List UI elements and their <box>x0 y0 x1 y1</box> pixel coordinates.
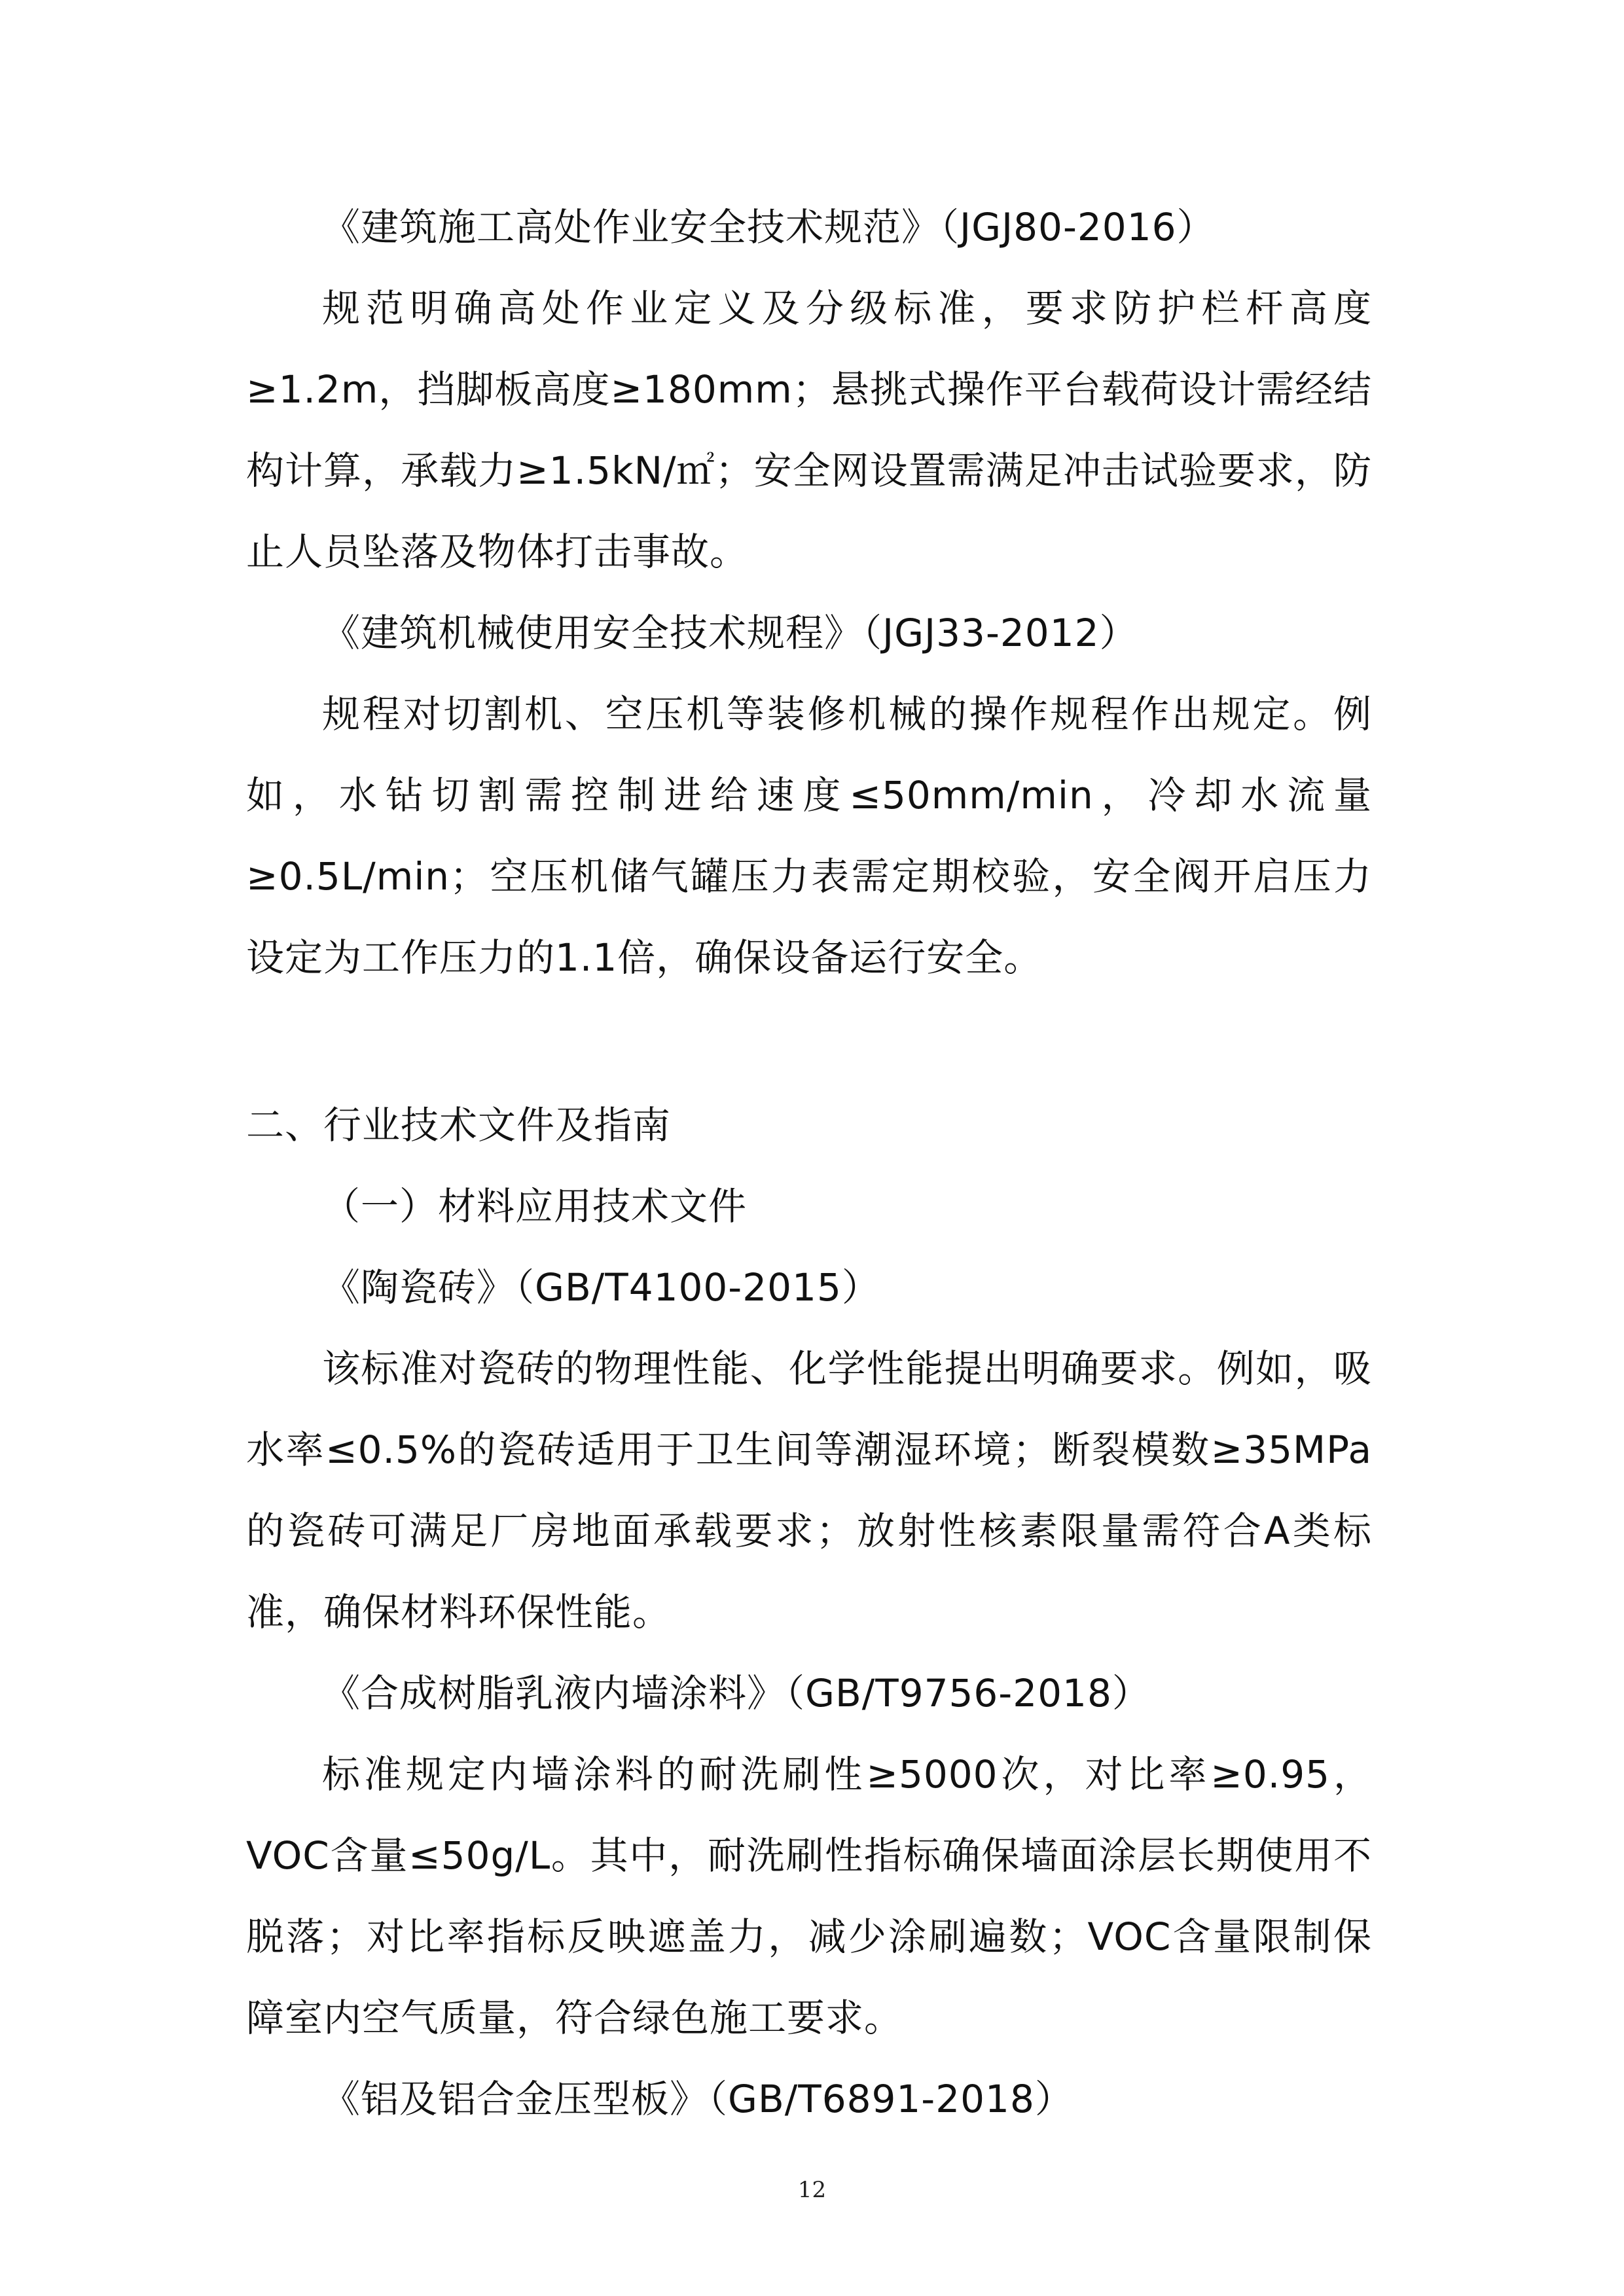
paragraph-gbt9756-description: 标准规定内墙涂料的耐洗刷性≥5000次，对比率≥0.95，VOC含量≤50g/L。其中，耐洗刷性指标确保墙面涂层长期使用不脱落；对比率指标反映遮盖力，减少涂刷遍数；VOC含量限制保障室内空气质量，符合绿色施工要求。 <box>246 1752 1372 2040</box>
standard-title-jgj80: 《建筑施工高处作业安全技术规范》（JGJ80-2016） <box>322 205 1216 249</box>
paragraph-jgj33-description: 规程对切割机、空压机等装修机械的操作规程作出规定。例如，水钻切割需控制进给速度≤50mm/min，冷却水流量≥0.5L/min；空压机储气罐压力表需定期校验，安全阀开启压力设定为工作压力的1.1倍，确保设备运行安全。 <box>246 692 1372 980</box>
standard-title-gbt6891: 《铝及铝合金压型板》（GB/T6891-2018） <box>322 2077 1074 2121</box>
document-body <box>246 187 1372 2140</box>
subsection-heading-materials: （一）材料应用技术文件 <box>322 1184 748 1229</box>
standard-title-gbt4100: 《陶瓷砖》（GB/T4100-2015） <box>322 1265 880 1310</box>
standard-title-gbt9756: 《合成树脂乳液内墙涂料》（GB/T9756-2018） <box>322 1671 1151 1715</box>
section-spacer <box>246 998 1372 1085</box>
standard-title-jgj33: 《建筑机械使用安全技术规程》（JGJ33-2012） <box>322 611 1138 655</box>
paragraph-jgj80-description: 规范明确高处作业定义及分级标准，要求防护栏杆高度≥1.2m，挡脚板高度≥180mm；悬挑式操作平台载荷设计需经结构计算，承载力≥1.5kN/㎡；安全网设置需满足冲击试验要求，防止人员坠落及物体打击事故。 <box>246 286 1372 574</box>
paragraph-gbt4100-description: 该标准对瓷砖的物理性能、化学性能提出明确要求。例如，吸水率≤0.5%的瓷砖适用于卫生间等潮湿环境；断裂模数≥35MPa的瓷砖可满足厂房地面承载要求；放射性核素限量需符合A类标准，确保材料环保性能。 <box>246 1346 1372 1634</box>
page-number: 12 <box>797 2177 827 2203</box>
section-heading-industry-docs: 二、行业技术文件及指南 <box>246 1103 672 1147</box>
